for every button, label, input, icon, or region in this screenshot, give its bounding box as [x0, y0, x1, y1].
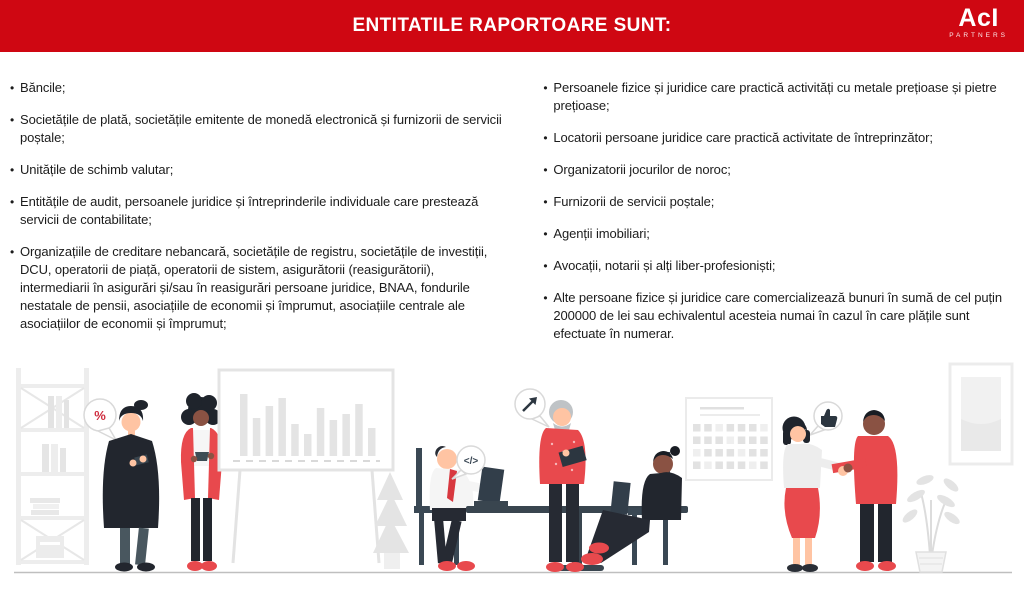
bookshelf — [16, 368, 89, 565]
person-sitting-right — [581, 446, 682, 565]
code-icon: </> — [463, 456, 479, 467]
flipchart — [219, 370, 393, 563]
bullet-item: • Unitățile de schimb valutar; — [9, 161, 506, 179]
bullet-item: • Organizațiile de creditare nebancară, societățile de registru, societățile de investiții, DCU, operatorii de piață, operatorii de sistem, asigurătorii (reasigurătorii), intermediarii în asigurări și/sau în reasigurări persoane juridice, BNAA, fondurile nestatale de pensii, asociațiile de economii și împrumut, asociațiile centrale ale asociațiilor de economii și împrumut; — [9, 243, 506, 333]
potted-plant — [901, 473, 962, 572]
logo-text: AcI — [958, 4, 999, 32]
wall-calendar — [686, 398, 772, 480]
logo-subtitle: PARTNERS — [949, 32, 1008, 39]
left-column — [9, 79, 506, 357]
code-bubble — [452, 446, 485, 479]
bullet-item: • Organizatorii jocurilor de noroc; — [542, 161, 1016, 179]
bullet-item: • Agenții imobiliari; — [542, 225, 1016, 243]
growth-arrow-bubble — [515, 389, 549, 427]
thumbs-up-bubble — [810, 402, 842, 435]
right-column — [542, 79, 1016, 357]
bullet-item: • Locatorii persoane juridice care practică activitate de întreprinzător; — [542, 129, 1016, 147]
bullet-item: • Persoanele fizice și juridice care practică activități cu metale prețioase și pietre prețioase; — [542, 79, 1016, 115]
office-illustration — [0, 360, 1024, 592]
page-title: ENTITATILE RAPORTOARE SUNT: — [352, 15, 672, 36]
percent-icon: % — [94, 408, 106, 423]
right-bullet-list — [542, 79, 1016, 343]
aci-partners-logo — [949, 6, 1008, 40]
bullet-columns — [0, 52, 1024, 357]
left-bullet-list — [9, 79, 506, 333]
woman-red-jacket — [181, 393, 222, 571]
header-bar — [0, 0, 1024, 52]
laptop-on-lap — [610, 481, 630, 515]
man-handshake — [832, 410, 898, 571]
bullet-item: • Furnizorii de servicii poștale; — [542, 193, 1016, 211]
bullet-item: • Băncile; — [9, 79, 506, 97]
woman-red-skirt — [783, 417, 845, 573]
bullet-item: • Alte persoane fizice și juridice care comercializează bunuri în sumă de cel puțin 200000 de lei sau echivalentul acesteia numai în cazul în care plățile sunt efectuate în numerar. — [542, 289, 1016, 343]
bullet-item: • Entitățile de audit, persoanele juridice și întreprinderile individuale care prestează servicii de contabilitate; — [9, 193, 506, 229]
bullet-item: • Societățile de plată, societățile emitente de monedă electronică și furnizorii de servicii poștale; — [9, 111, 506, 147]
wall-picture-frame — [950, 364, 1012, 464]
bullet-item: • Avocații, notarii și alți liber-profesioniști; — [542, 257, 1016, 275]
